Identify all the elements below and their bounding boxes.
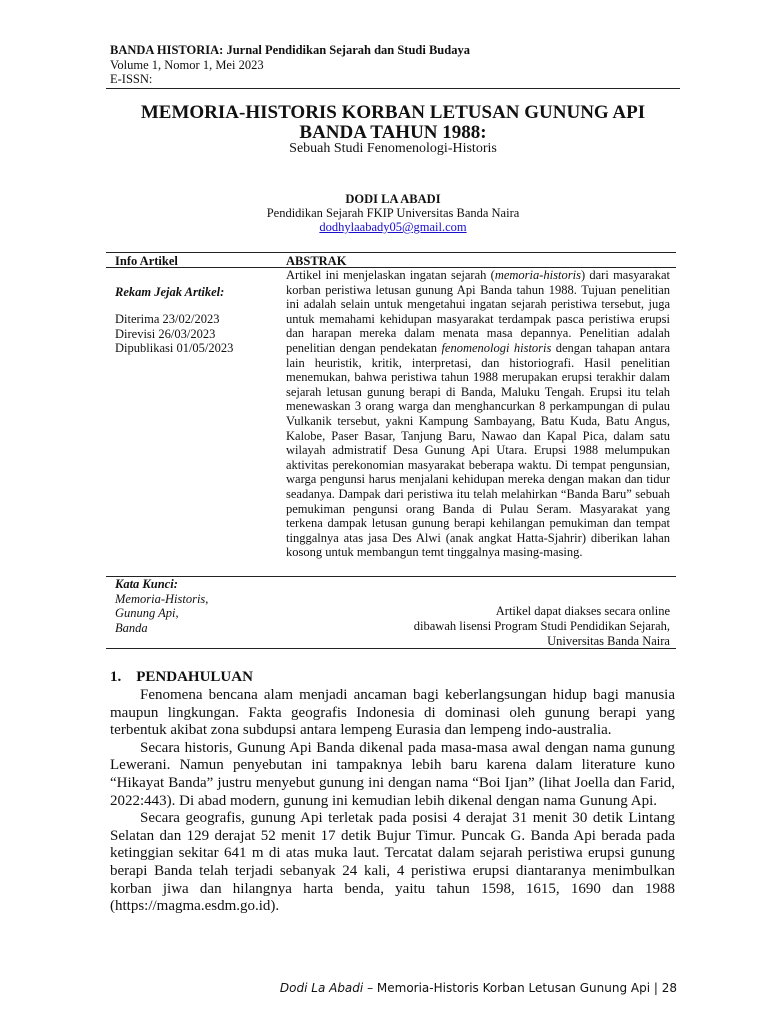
- keywords-label: Kata Kunci:: [115, 577, 178, 591]
- abstract-term-fenomenologi: fenomenologi historis: [441, 340, 552, 355]
- keyword-2: Gunung Api,: [115, 606, 179, 620]
- title-line-2: BANDA TAHUN 1988:: [299, 122, 487, 143]
- date-received: Diterima 23/02/2023: [115, 312, 220, 326]
- author-name: DODI LA ABADI: [345, 192, 441, 206]
- paragraph-2: Secara historis, Gunung Api Banda dikenal pada masa-masa awal dengan nama gunung Lewerani. Namun penyebutan ini tampaknya lebih baru karena dalam literature kuno “Hikayat Banda” justru menyebut gunung ini dengan nama “Boi Ijan” (lihat Joella dan Farid, 2022:443). Di abad modern, gunung ini kemudian lebih dikenal dengan nama Gunung Api.: [110, 739, 675, 809]
- keyword-1: Memoria-Historis,: [115, 591, 209, 606]
- table-top-rule: [106, 252, 676, 253]
- section-body: [110, 687, 675, 916]
- paragraph-3: Secara geografis, gunung Api terletak pada posisi 4 derajat 31 menit 30 detik Lintang Selatan dan 129 derajat 52 menit 17 detik Bujur Timur. Puncak G. Banda Api berada pada ketinggian sekitar 641 m di atas muka laut. Tercatat dalam sejarah peristiwa erupsi gunung berapi Banda telah terjadi sebanyak 24 kali, 4 peristiwa erupsi diantaranya menimbulkan korban jiwa dan hilangnya harta benda, yaitu tahun 1598, 1615, 1690 dan 1988 (https://magma.esdm.go.id).: [110, 810, 675, 915]
- keyword-3: Banda: [115, 620, 148, 635]
- journal-header: [110, 43, 680, 87]
- access-line-2: dibawah lisensi Program Studi Pendidikan Sejarah,: [413, 619, 670, 633]
- journal-volume: Volume 1, Nomor 1, Mei 2023: [110, 57, 264, 72]
- author-email-link[interactable]: dodhylaabady05@gmail.com: [319, 220, 467, 234]
- article-title: [106, 103, 680, 143]
- article-dates: [115, 312, 285, 356]
- abstract-text: [286, 268, 670, 560]
- footer-separator: |: [650, 981, 662, 995]
- abstract-part-2: ) dari masyarakat korban peristiwa letusan gunung Api Banda tahun 1988. Tujuan penelitian ini adalah selain untuk mengetahui ingatan sejarah peristiwa tersebut, juga untuk memahami kehidupan masyarakat terdampak pasca peristiwa erupsi dan harapan mereka dalam menata masa depannya. Penelitian adalah penelitian dengan pendekatan: [286, 268, 670, 355]
- article-subtitle: Sebuah Studi Fenomenologi-Historis: [289, 141, 497, 156]
- footer-title: Memoria-Historis Korban Letusan Gunung Api: [376, 981, 651, 995]
- date-published: Dipublikasi 01/05/2023: [115, 341, 234, 355]
- journal-issn: E-ISSN:: [110, 72, 153, 86]
- abstract-part-3: dengan tahapan antara lain heuristik, kritik, interpretasi, dan historiografi. Hasil penelitian menemukan, bahwa peristiwa tahun 1988 merupakan erupsi terakhir dalam sejarah letusan gunung berapi di Banda, Maluku Tengah. Erupsi itu telah menewaskan 3 orang warga dan menghancurkan 8 perkampungan di pulau Vulkanik tersebut, yakni Kampung Sambayang, Batu Kuda, Batu Angus, Kalobe, Paser Basar, Tanjung Baru, Nawao dan Kapal Pica, dalam satu wilayah admistratif Desa Gunung Api Utara. Erupsi 1988 melumpukan aktivitas perekonomian masyarakat beberapa waktu. Di tempat pengunsian, warga pengunsi harus menjalani kehidupan mereka dengan makan dan tidur seadanya. Dampak dari peristiwa itu telah melahirkan “Banda Baru” sebuah pemukiman pengunsi orang Banda di Pulau Seram. Masyarakat yang terkena dampak letusan gunung berapi kehilangan pemukiman dan tempat tinggalnya atas jasa Des Alwi (anak angkat Hatta-Sjahrir) diberikan lahan kosong untuk membangun temt tinggalnya masing-masing.: [286, 340, 670, 560]
- info-heading: Info Artikel: [115, 254, 178, 268]
- access-line-1: Artikel dapat diakses secara online: [495, 604, 670, 618]
- footer-dash: –: [363, 981, 377, 995]
- access-line-3: Universitas Banda Naira: [547, 634, 670, 648]
- page-number: 28: [661, 981, 677, 995]
- history-label: Rekam Jejak Artikel:: [115, 285, 225, 299]
- header-rule: [106, 88, 680, 89]
- date-revised: Direvisi 26/03/2023: [115, 326, 216, 341]
- title-line-1: MEMORIA-HISTORIS KORBAN LETUSAN GUNUNG API: [140, 102, 646, 123]
- journal-name: BANDA HISTORIA: Jurnal Pendidikan Sejarah dan Studi Budaya: [110, 43, 470, 57]
- abstract-part-1: Artikel ini menjelaskan ingatan sejarah (: [286, 268, 495, 282]
- abstract-heading: ABSTRAK: [286, 254, 347, 268]
- access-license-note: [300, 604, 670, 649]
- paragraph-1: Fenomena bencana alam menjadi ancaman bagi keberlangsungan hidup bagi manusia maupun lingkungan. Fakta geografis Indonesia di dominasi oleh gunung berapi yang terbentuk akibat zona subdupsi antara lempeng Eurasia dan lempeng indo-australia.: [110, 687, 675, 739]
- page-footer: [200, 981, 677, 995]
- footer-author: Dodi La Abadi: [279, 981, 364, 995]
- keywords: [115, 577, 285, 635]
- section-heading-pendahuluan: 1. PENDAHULUAN: [110, 669, 253, 685]
- abstract-term-memoria: memoria-historis: [494, 268, 581, 282]
- author-affiliation: Pendidikan Sejarah FKIP Universitas Banda Naira: [266, 206, 520, 220]
